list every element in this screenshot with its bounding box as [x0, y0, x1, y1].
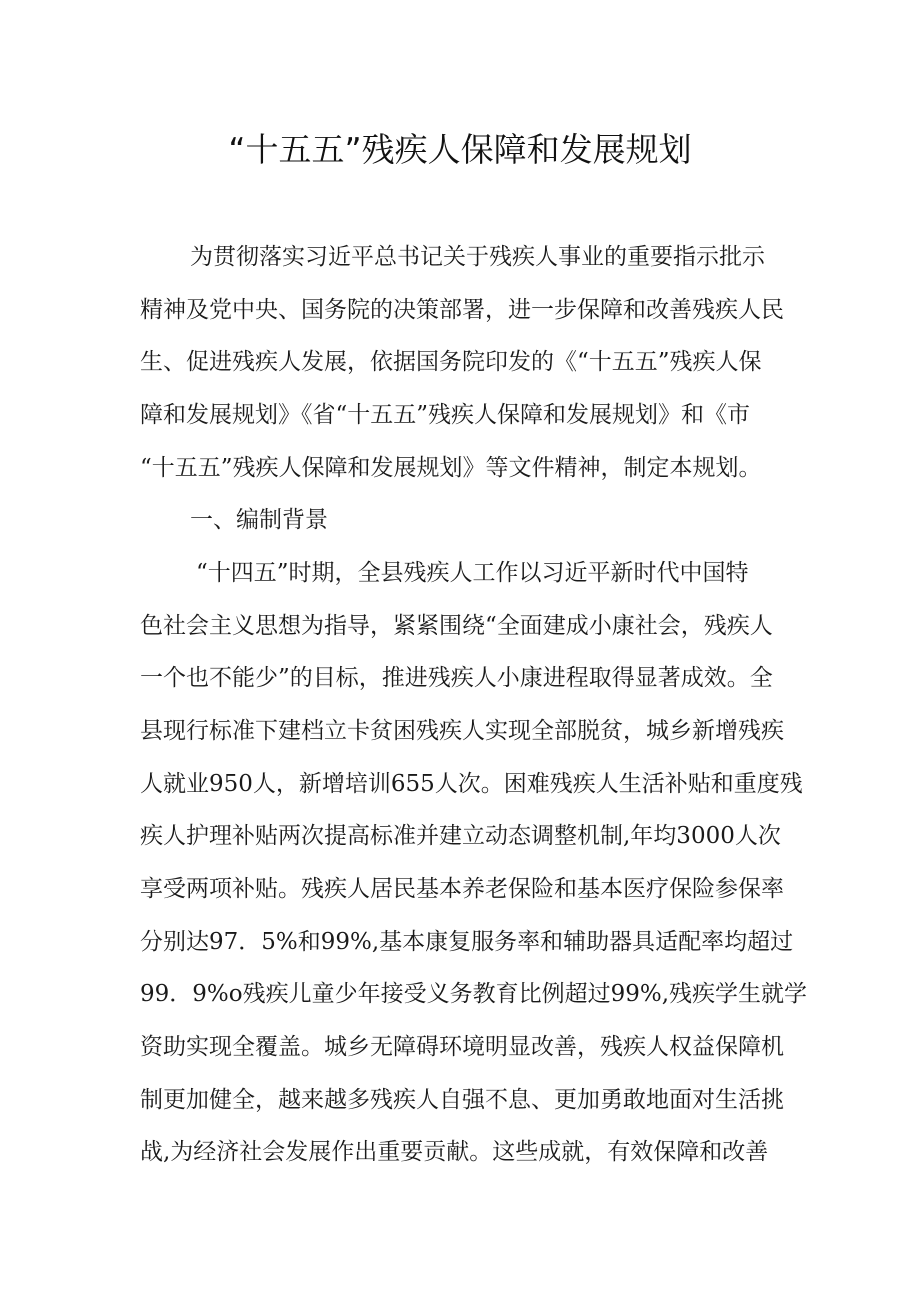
- document-title: “十五五”残疾人保障和发展规划: [228, 130, 692, 169]
- paragraph-line: 分别达97．5%和99%,基本康复服务率和辅助器具适配率均超过: [140, 929, 794, 955]
- paragraph-line: 资助实现全覆盖。城乡无障碍环境明显改善，残疾人权益保障机: [140, 1034, 784, 1060]
- paragraph-line: 生、促进残疾人发展，依据国务院印发的《“十五五”残疾人保: [140, 349, 762, 375]
- paragraph-line: 为贯彻落实习近平总书记关于残疾人事业的重要指示批示: [190, 244, 765, 270]
- paragraph-line: 障和发展规划》《省“十五五”残疾人保障和发展规划》和《市: [140, 402, 751, 428]
- paragraph-line: 战,为经济社会发展作出重要贡献。这些成就，有效保障和改善: [140, 1139, 769, 1165]
- paragraph-line: 99．9%o残疾儿童少年接受义务教育比例超过99%,残疾学生就学: [140, 981, 808, 1007]
- paragraph-line: “十五五”残疾人保障和发展规划》等文件精神，制定本规划。: [140, 455, 762, 481]
- section-heading: 一、编制背景: [190, 507, 328, 533]
- paragraph-line: 精神及党中央、国务院的决策部署，进一步保障和改善残疾人民: [140, 297, 784, 323]
- paragraph-line: 享受两项补贴。残疾人居民基本养老保险和基本医疗保险参保率: [140, 876, 784, 902]
- paragraph-line: 制更加健全，越来越多残疾人自强不息、更加勇敢地面对生活挑: [140, 1087, 784, 1113]
- paragraph-line: 疾人护理补贴两次提高标准并建立动态调整机制,年均3000人次: [140, 823, 781, 849]
- paragraph-line: 人就业950人，新增培训655人次。困难残疾人生活补贴和重度残: [140, 771, 803, 797]
- paragraph-line: 一个也不能少”的目标，推进残疾人小康进程取得显著成效。全: [140, 665, 773, 691]
- paragraph-line: 色社会主义思想为指导，紧紧围绕“全面建成小康社会，残疾人: [140, 613, 773, 639]
- paragraph-line: 县现行标准下建档立卡贫困残疾人实现全部脱贫，城乡新增残疾: [140, 718, 784, 744]
- paragraph-line: “十四五”时期，全县残疾人工作以习近平新时代中国特: [196, 560, 749, 586]
